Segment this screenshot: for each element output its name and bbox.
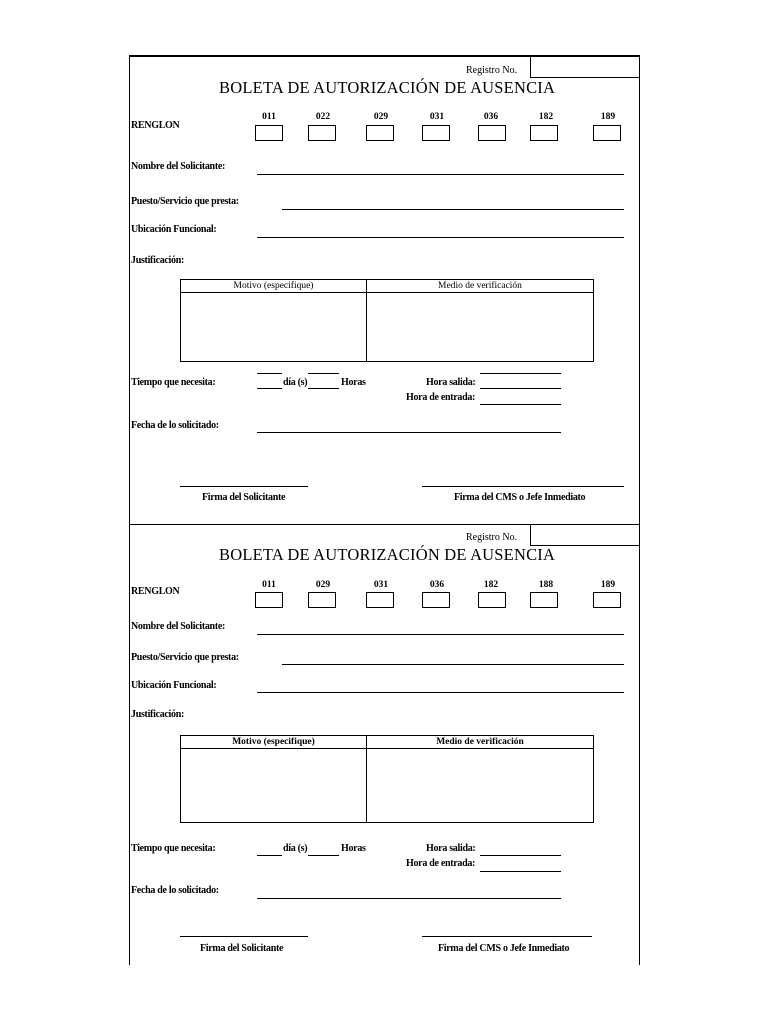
horas-top-line (308, 373, 339, 374)
hora-salida-label: Hora salida: (426, 377, 476, 388)
ubicacion-label: Ubicación Funcional: (131, 224, 217, 235)
fecha-label: Fecha de lo solicitado: (131, 420, 219, 431)
firma-jefe-label: Firma del CMS o Jefe Inmediato (454, 492, 586, 503)
renglon-code-label: 029 (373, 112, 389, 122)
justificacion-label: Justificación: (131, 255, 185, 266)
renglon-code-label: 031 (429, 112, 445, 122)
renglon-code-label: 036 (483, 112, 499, 122)
renglon-code-label: 182 (538, 112, 554, 122)
nombre-label: Nombre del Solicitante: (131, 621, 226, 632)
firma-solicitante-line[interactable] (180, 486, 308, 487)
renglon-label: RENGLON (131, 586, 180, 597)
renglon-label: RENGLON (131, 120, 180, 131)
dias-field[interactable] (257, 855, 282, 856)
hora-salida-field[interactable] (480, 855, 561, 856)
firma-solicitante-line[interactable] (180, 936, 308, 937)
nombre-label: Nombre del Solicitante: (131, 161, 226, 172)
renglon-code-label: 029 (315, 580, 331, 590)
renglon-checkbox-182[interactable] (530, 125, 558, 141)
motivo-field[interactable] (183, 751, 363, 818)
dias-top-line (257, 373, 282, 374)
nombre-field[interactable] (257, 174, 624, 175)
hora-entrada-field[interactable] (480, 404, 561, 405)
registro-label: Registro No. (466, 65, 518, 76)
renglon-checkbox-031[interactable] (422, 125, 450, 141)
renglon-checkbox-036[interactable] (478, 125, 506, 141)
justificacion-table (180, 279, 594, 362)
medio-verificacion-field[interactable] (369, 751, 589, 818)
medio-verificacion-header: Medio de verificación (438, 281, 522, 291)
horas-field[interactable] (308, 855, 339, 856)
justificacion-label: Justificación: (131, 709, 185, 720)
hora-salida-top-line (480, 373, 561, 374)
renglon-code-label: 188 (538, 580, 554, 590)
firma-jefe-label: Firma del CMS o Jefe Inmediato (438, 943, 570, 954)
renglon-checkbox-029[interactable] (366, 125, 394, 141)
renglon-checkbox-189[interactable] (593, 125, 621, 141)
form-title: BOLETA DE AUTORIZACIÓN DE AUSENCIA (219, 545, 556, 564)
ubicacion-field[interactable] (257, 692, 624, 693)
hora-entrada-label: Hora de entrada: (406, 392, 476, 403)
medio-verificacion-header: Medio de verificación (436, 737, 524, 747)
dias-field[interactable] (257, 388, 282, 389)
fecha-field[interactable] (257, 898, 561, 899)
ubicacion-field[interactable] (257, 237, 624, 238)
absence-form-2 (129, 524, 640, 965)
medio-verificacion-field[interactable] (369, 295, 589, 357)
horas-field[interactable] (308, 388, 339, 389)
firma-solicitante-label: Firma del Solicitante (202, 492, 286, 503)
registro-label: Registro No. (466, 532, 518, 543)
renglon-checkbox-036[interactable] (422, 592, 450, 608)
dias-label: día (s) (283, 843, 308, 854)
hora-entrada-field[interactable] (480, 871, 561, 872)
renglon-code-label: 031 (373, 580, 389, 590)
ubicacion-label: Ubicación Funcional: (131, 680, 217, 691)
fecha-field[interactable] (257, 432, 561, 433)
renglon-code-label: 189 (600, 580, 616, 590)
firma-jefe-line[interactable] (422, 486, 624, 487)
dias-label: día (s) (283, 377, 308, 388)
justificacion-table (180, 735, 594, 823)
puesto-label: Puesto/Servicio que presta: (131, 652, 239, 663)
renglon-checkbox-189[interactable] (593, 592, 621, 608)
form-title: BOLETA DE AUTORIZACIÓN DE AUSENCIA (219, 78, 556, 97)
renglon-code-label: 189 (600, 112, 616, 122)
motivo-header: Motivo (especifique) (232, 737, 315, 747)
renglon-checkbox-011[interactable] (255, 592, 283, 608)
renglon-checkbox-011[interactable] (255, 125, 283, 141)
renglon-checkbox-022[interactable] (308, 125, 336, 141)
motivo-field[interactable] (183, 295, 363, 357)
renglon-checkbox-031[interactable] (366, 592, 394, 608)
registro-number-field[interactable] (530, 525, 639, 546)
renglon-code-label: 022 (315, 112, 331, 122)
nombre-field[interactable] (257, 634, 624, 635)
registro-number-field[interactable] (530, 57, 639, 78)
renglon-code-label: 011 (262, 112, 276, 122)
puesto-field[interactable] (282, 664, 624, 665)
hora-salida-field[interactable] (480, 388, 561, 389)
renglon-checkbox-182[interactable] (478, 592, 506, 608)
renglon-checkbox-029[interactable] (308, 592, 336, 608)
renglon-code-label: 036 (429, 580, 445, 590)
hora-entrada-label: Hora de entrada: (406, 858, 476, 869)
puesto-field[interactable] (282, 209, 624, 210)
renglon-checkbox-188[interactable] (530, 592, 558, 608)
tiempo-label: Tiempo que necesita: (131, 843, 216, 854)
fecha-label: Fecha de lo solicitado: (131, 885, 219, 896)
absence-form-1 (129, 55, 640, 526)
horas-label: Horas (341, 377, 366, 388)
renglon-code-label: 182 (483, 580, 499, 590)
motivo-header: Motivo (especifique) (233, 281, 314, 291)
firma-jefe-line[interactable] (422, 936, 592, 937)
horas-label: Horas (341, 843, 366, 854)
puesto-label: Puesto/Servicio que presta: (131, 196, 239, 207)
renglon-code-label: 011 (262, 580, 276, 590)
hora-salida-label: Hora salida: (426, 843, 476, 854)
firma-solicitante-label: Firma del Solicitante (200, 943, 284, 954)
tiempo-label: Tiempo que necesita: (131, 377, 216, 388)
